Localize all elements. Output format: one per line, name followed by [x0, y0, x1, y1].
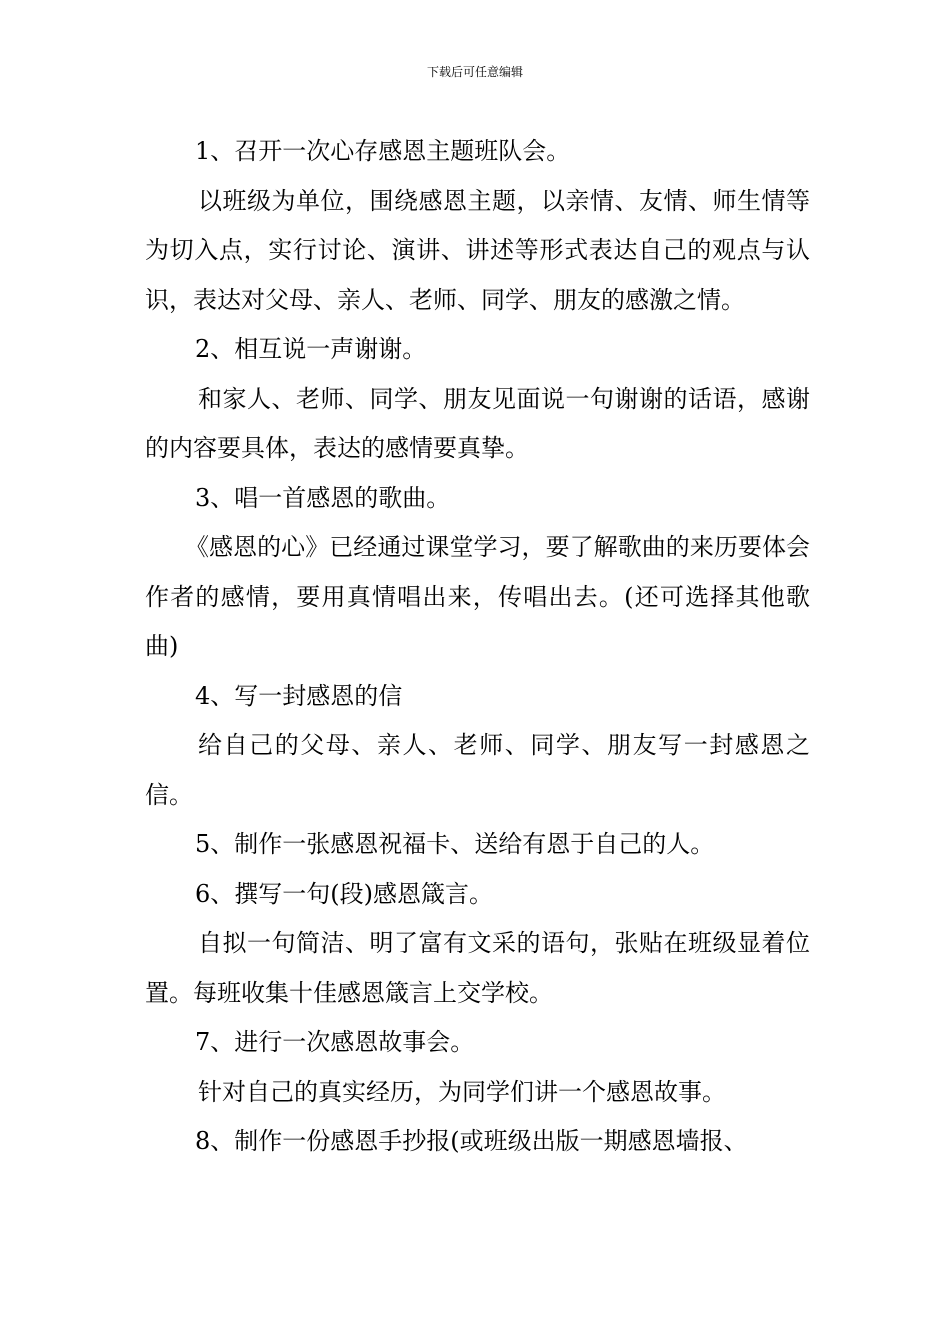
- list-item-heading: 2、相互说一声谢谢。: [195, 335, 427, 363]
- paragraph: 以班级为单位，围绕感恩主题，以亲情、友情、师生情等为切入点，实行讨论、演讲、讲述等形式表达自己的观点与认识，表达对父母、亲人、老师、同学、朋友的感激之情。: [145, 186, 810, 314]
- list-item-heading: 5、制作一张感恩祝福卡、送给有恩于自己的人。: [195, 830, 715, 858]
- page-header: 下载后可任意编辑: [426, 65, 523, 79]
- paragraph: 《感恩的心》已经通过课堂学习，要了解歌曲的来历要体会作者的感情，要用真情唱出来，传唱出去。(还可选择其他歌曲): [145, 533, 810, 660]
- list-item-heading: 6、撰写一句(段)感恩箴言。: [195, 879, 493, 908]
- list-item-heading: 3、唱一首感恩的歌曲。: [195, 483, 451, 512]
- paragraph: 和家人、老师、同学、朋友见面说一句谢谢的话语，感谢的内容要具体，表达的感情要真挚。: [145, 384, 810, 462]
- paragraph: 针对自己的真实经历，为同学们讲一个感恩故事。: [198, 1077, 726, 1106]
- list-item-heading: 8、制作一份感恩手抄报(或班级出版一期感恩墙报、: [195, 1127, 748, 1155]
- paragraph: 自拟一句简洁、明了富有文采的语句，张贴在班级显着位置。每班收集十佳感恩箴言上交学校。: [145, 929, 810, 1007]
- paragraph: 给自己的父母、亲人、老师、同学、朋友写一封感恩之信。: [145, 731, 810, 809]
- list-item-heading: 7、进行一次感恩故事会。: [195, 1028, 475, 1056]
- list-item-heading: 4、写一封感恩的信: [195, 681, 403, 710]
- list-item-heading: 1、召开一次心存感恩主题班队会。: [195, 137, 571, 165]
- document-body: [145, 127, 810, 1167]
